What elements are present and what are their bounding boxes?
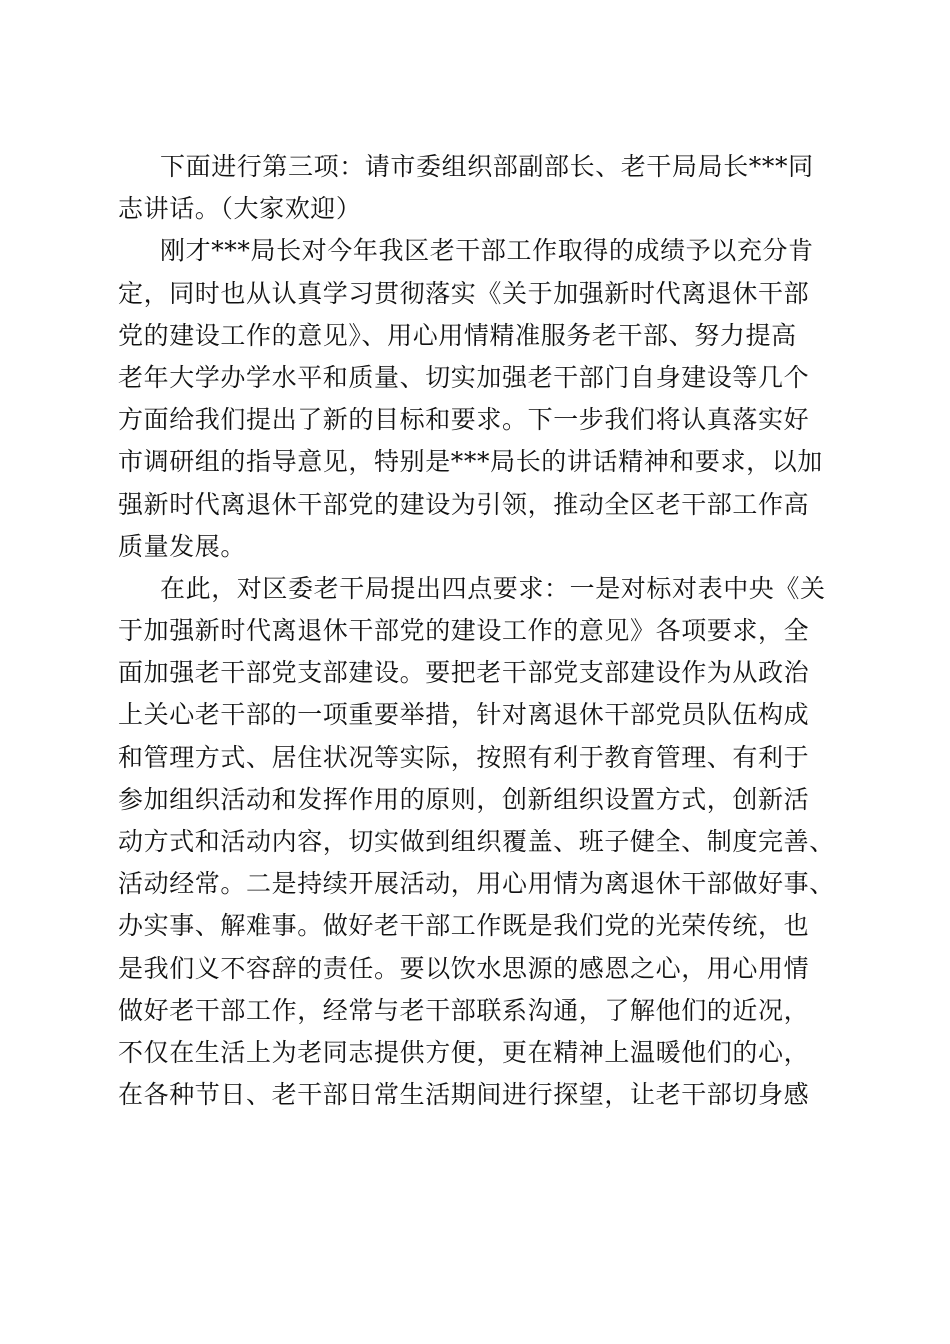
paragraph-2-line: 市调研组的指导意见，特别是***局长的讲话精神和要求，以加 — [118, 447, 823, 477]
paragraph-2-line: 质量发展。 — [118, 531, 247, 561]
paragraph-2-line: 方面给我们提出了新的目标和要求。下一步我们将认真落实好 — [118, 405, 810, 435]
paragraph-2-line: 强新时代离退休干部党的建设为引领，推动全区老干部工作高 — [118, 489, 810, 519]
paragraph-2-line: 党的建设工作的意见》、用心用情精准服务老干部、努力提高 — [118, 320, 797, 350]
paragraph-3-line: 面加强老干部党支部建设。要把老干部党支部建设作为从政治 — [118, 658, 810, 688]
paragraph-3-line: 和管理方式、居住状况等实际，按照有利于教育管理、有利于 — [118, 742, 810, 772]
paragraph-3-line: 办实事、解难事。做好老干部工作既是我们党的光荣传统，也 — [118, 911, 810, 941]
paragraph-3-line: 在各种节日、老干部日常生活期间进行探望，让老干部切身感 — [118, 1080, 810, 1110]
paragraph-2-line: 老年大学办学水平和质量、切实加强老干部门自身建设等几个 — [118, 362, 810, 392]
paragraph-3-line: 是我们义不容辞的责任。要以饮水思源的感恩之心，用心用情 — [118, 953, 810, 983]
paragraph-2-line: 刚才***局长对今年我区老干部工作取得的成绩予以充分肯 — [160, 236, 814, 266]
paragraph-3-line: 做好老干部工作，经常与老干部联系沟通，了解他们的近况， — [118, 995, 810, 1025]
paragraph-3-line: 参加组织活动和发挥作用的原则，创新组织设置方式，创新活 — [118, 784, 810, 814]
paragraph-1-line: 志讲话。（大家欢迎） — [118, 194, 362, 224]
paragraph-3-line: 动方式和活动内容，切实做到组织覆盖、班子健全、制度完善、 — [118, 827, 835, 856]
paragraph-3-line: 活动经常。二是持续开展活动，用心用情为离退休干部做好事、 — [118, 869, 835, 899]
paragraph-1-line: 下面进行第三项：请市委组织部副部长、老干局局长***同 — [160, 152, 814, 181]
paragraph-3-line: 在此，对区委老干局提出四点要求：一是对标对表中央《关 — [160, 573, 826, 603]
paragraph-2-line: 定，同时也从认真学习贯彻落实《关于加强新时代离退休干部 — [118, 278, 810, 308]
paragraph-3-line: 上关心老干部的一项重要举措，针对离退休干部党员队伍构成 — [118, 700, 810, 730]
paragraph-3-line: 于加强新时代离退休干部党的建设工作的意见》各项要求，全 — [118, 616, 810, 646]
document-body — [118, 146, 843, 1116]
paragraph-3-line: 不仅在生活上为老同志提供方便，更在精神上温暖他们的心， — [118, 1037, 810, 1067]
